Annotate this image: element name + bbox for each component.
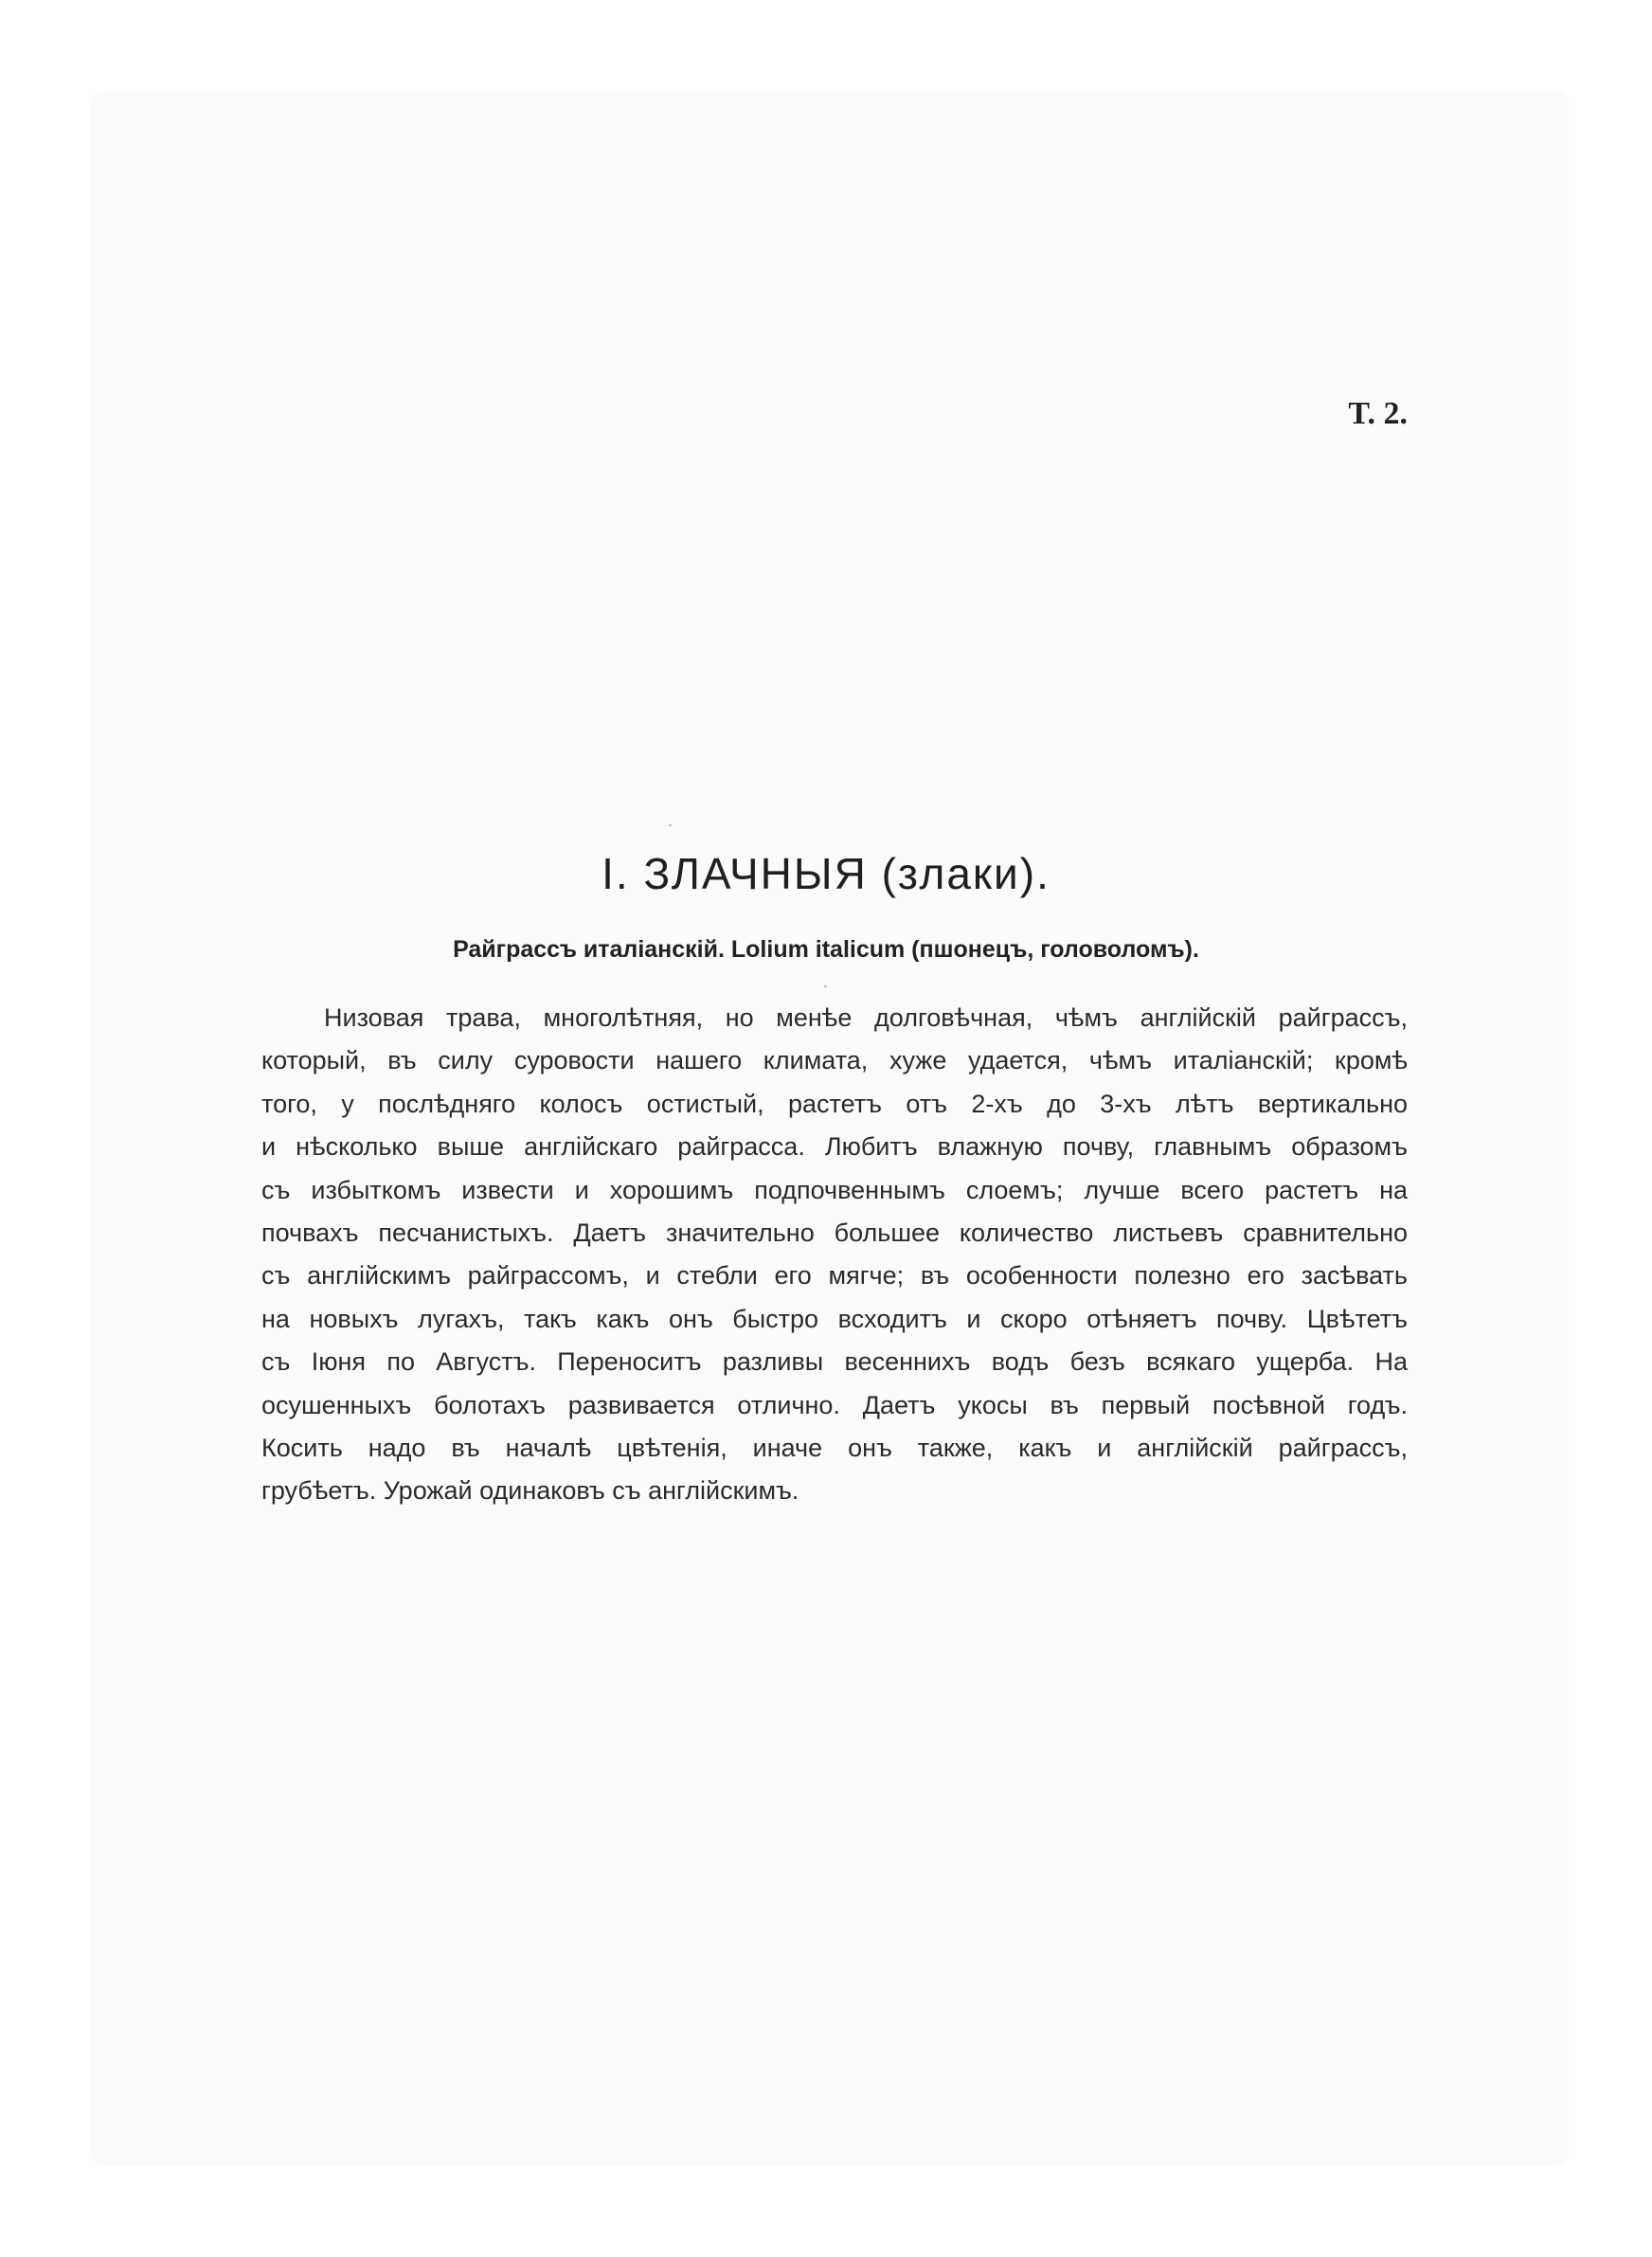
text-line: и нѣсколько выше англійскаго райграсса. Любитъ влажную почву, главнымъ образомъ (261, 1132, 1408, 1162)
scan-speck (824, 985, 827, 987)
text-line: съ англійскимъ райграссомъ, и стебли его мягче; въ особенности полезно его засѣвать (261, 1261, 1408, 1291)
body-paragraph (261, 997, 1408, 1513)
text-line: грубѣетъ. Урожай одинаковъ съ англійскимъ. (261, 1476, 799, 1506)
text-line: съ избыткомъ извести и хорошимъ подпочвеннымъ слоемъ; лучше всего растетъ на (261, 1175, 1408, 1204)
text-line: съ Іюня по Августъ. Переноситъ разливы весеннихъ водъ безъ всякаго ущерба. На (261, 1347, 1408, 1377)
scan-speck (669, 824, 672, 826)
plate-label: T. 2. (1348, 396, 1408, 431)
plant-heading: Райграссъ италіанскій. Lolium italicum (пшонецъ, головоломъ). (453, 936, 1199, 963)
text-line: на новыхъ лугахъ, такъ какъ онъ быстро всходитъ и скоро отѣняетъ почву. Цвѣтетъ (261, 1304, 1408, 1333)
text-line: почвахъ песчанистыхъ. Даетъ значительно большее количество листьевъ сравнительно (261, 1218, 1408, 1247)
text-line: Косить надо въ началѣ цвѣтенія, иначе онъ также, какъ и англійскій райграссъ, (261, 1433, 1408, 1462)
text-line: который, въ силу суровости нашего климата, хуже удается, чѣмъ италіанскій; кромѣ (261, 1046, 1408, 1075)
section-title: I. ЗЛАЧНЫЯ (злаки). (602, 849, 1050, 898)
text-line: того, у послѣдняго колосъ остистый, растетъ отъ 2-хъ до 3-хъ лѣтъ вертикально (261, 1089, 1408, 1118)
text-line: Низовая трава, многолѣтняя, но менѣе долговѣчная, чѣмъ англійскій райграссъ, (324, 1003, 1408, 1032)
text-line: осушенныхъ болотахъ развивается отлично. Даетъ укосы въ первый посѣвной годъ. (261, 1390, 1408, 1419)
